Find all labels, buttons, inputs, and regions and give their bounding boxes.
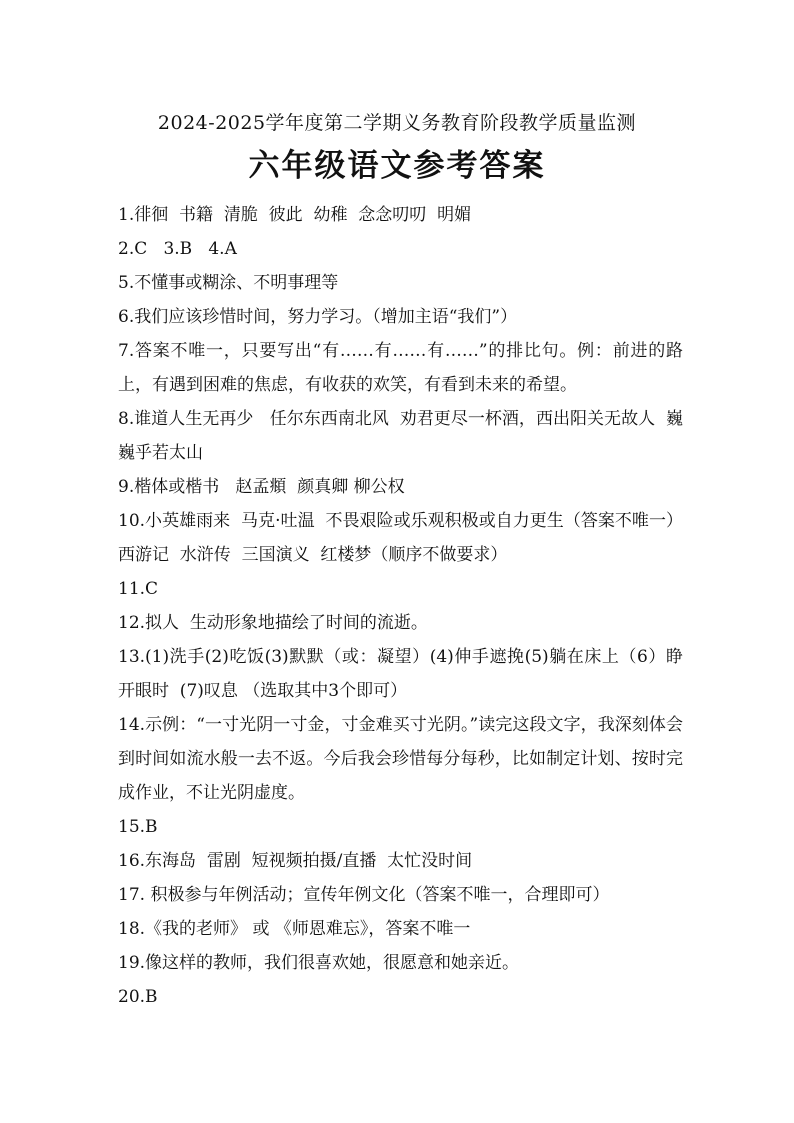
answer-item: 14.示例：“一寸光阴一寸金，寸金难买寸光阴。”读完这段文字，我深刻体会到时间如流水般一去不返。今后我会珍惜每分每秒，比如制定计划、按时完成作业，不让光阴虚度。 (118, 715, 683, 803)
answer-item: 11.C (118, 579, 159, 599)
answer-item: 7.答案不唯一，只要写出“有……有……有……”的排比句。例：前进的路上，有遇到困难的焦虑，有收获的欢笑，有看到未来的希望。 (118, 341, 683, 395)
answer-item: 12.拟人 生动形象地描绘了时间的流逝。 (118, 613, 428, 633)
answer-item: 17. 积极参与年例活动；宣传年例文化（答案不唯一，合理即可） (118, 885, 610, 905)
answer-item: 8.谁道人生无再少 任尔东西南北风 劝君更尽一杯酒，西出阳关无故人 巍巍乎若太山 (118, 409, 683, 463)
answer-item: 2.C 3.B 4.A (118, 239, 237, 259)
answer-item: 1.徘徊 书籍 清脆 彼此 幼稚 念念叨叨 明媚 (118, 205, 472, 225)
answer-list (118, 198, 694, 1014)
answer-item: 16.东海岛 雷剧 短视频拍摄/直播 太忙没时间 (118, 851, 473, 871)
exam-subtitle: 2024-2025学年度第二学期义务教育阶段教学质量监测 (157, 112, 637, 134)
answer-item: 18.《我的老师》 或 《师恩难忘》，答案不唯一 (118, 919, 471, 939)
answer-item: 19.像这样的教师，我们很喜欢她，很愿意和她亲近。 (118, 953, 520, 973)
answer-item: 5.不懂事或糊涂、不明事理等 (118, 273, 339, 293)
answer-item: 6.我们应该珍惜时间，努力学习。（增加主语“我们”） (118, 307, 518, 327)
answer-item: 15.B (118, 817, 158, 837)
answer-item: 20.B (118, 987, 158, 1007)
page-title: 六年级语文参考答案 (248, 148, 546, 184)
answer-item: 13.(1)洗手(2)吃饭(3)默默（或：凝望）(4)伸手遮挽(5)躺在床上（6）睁开眼时 (7)叹息 （选取其中3个即可） (118, 647, 683, 701)
answer-item: 10.小英雄雨来 马克·吐温 不畏艰险或乐观积极或自力更生（答案不唯一） 西游记 水浒传 三国演义 红楼梦（顺序不做要求） (118, 511, 694, 565)
answer-item: 9.楷体或楷书 赵孟頫 颜真卿 柳公权 (118, 477, 405, 497)
